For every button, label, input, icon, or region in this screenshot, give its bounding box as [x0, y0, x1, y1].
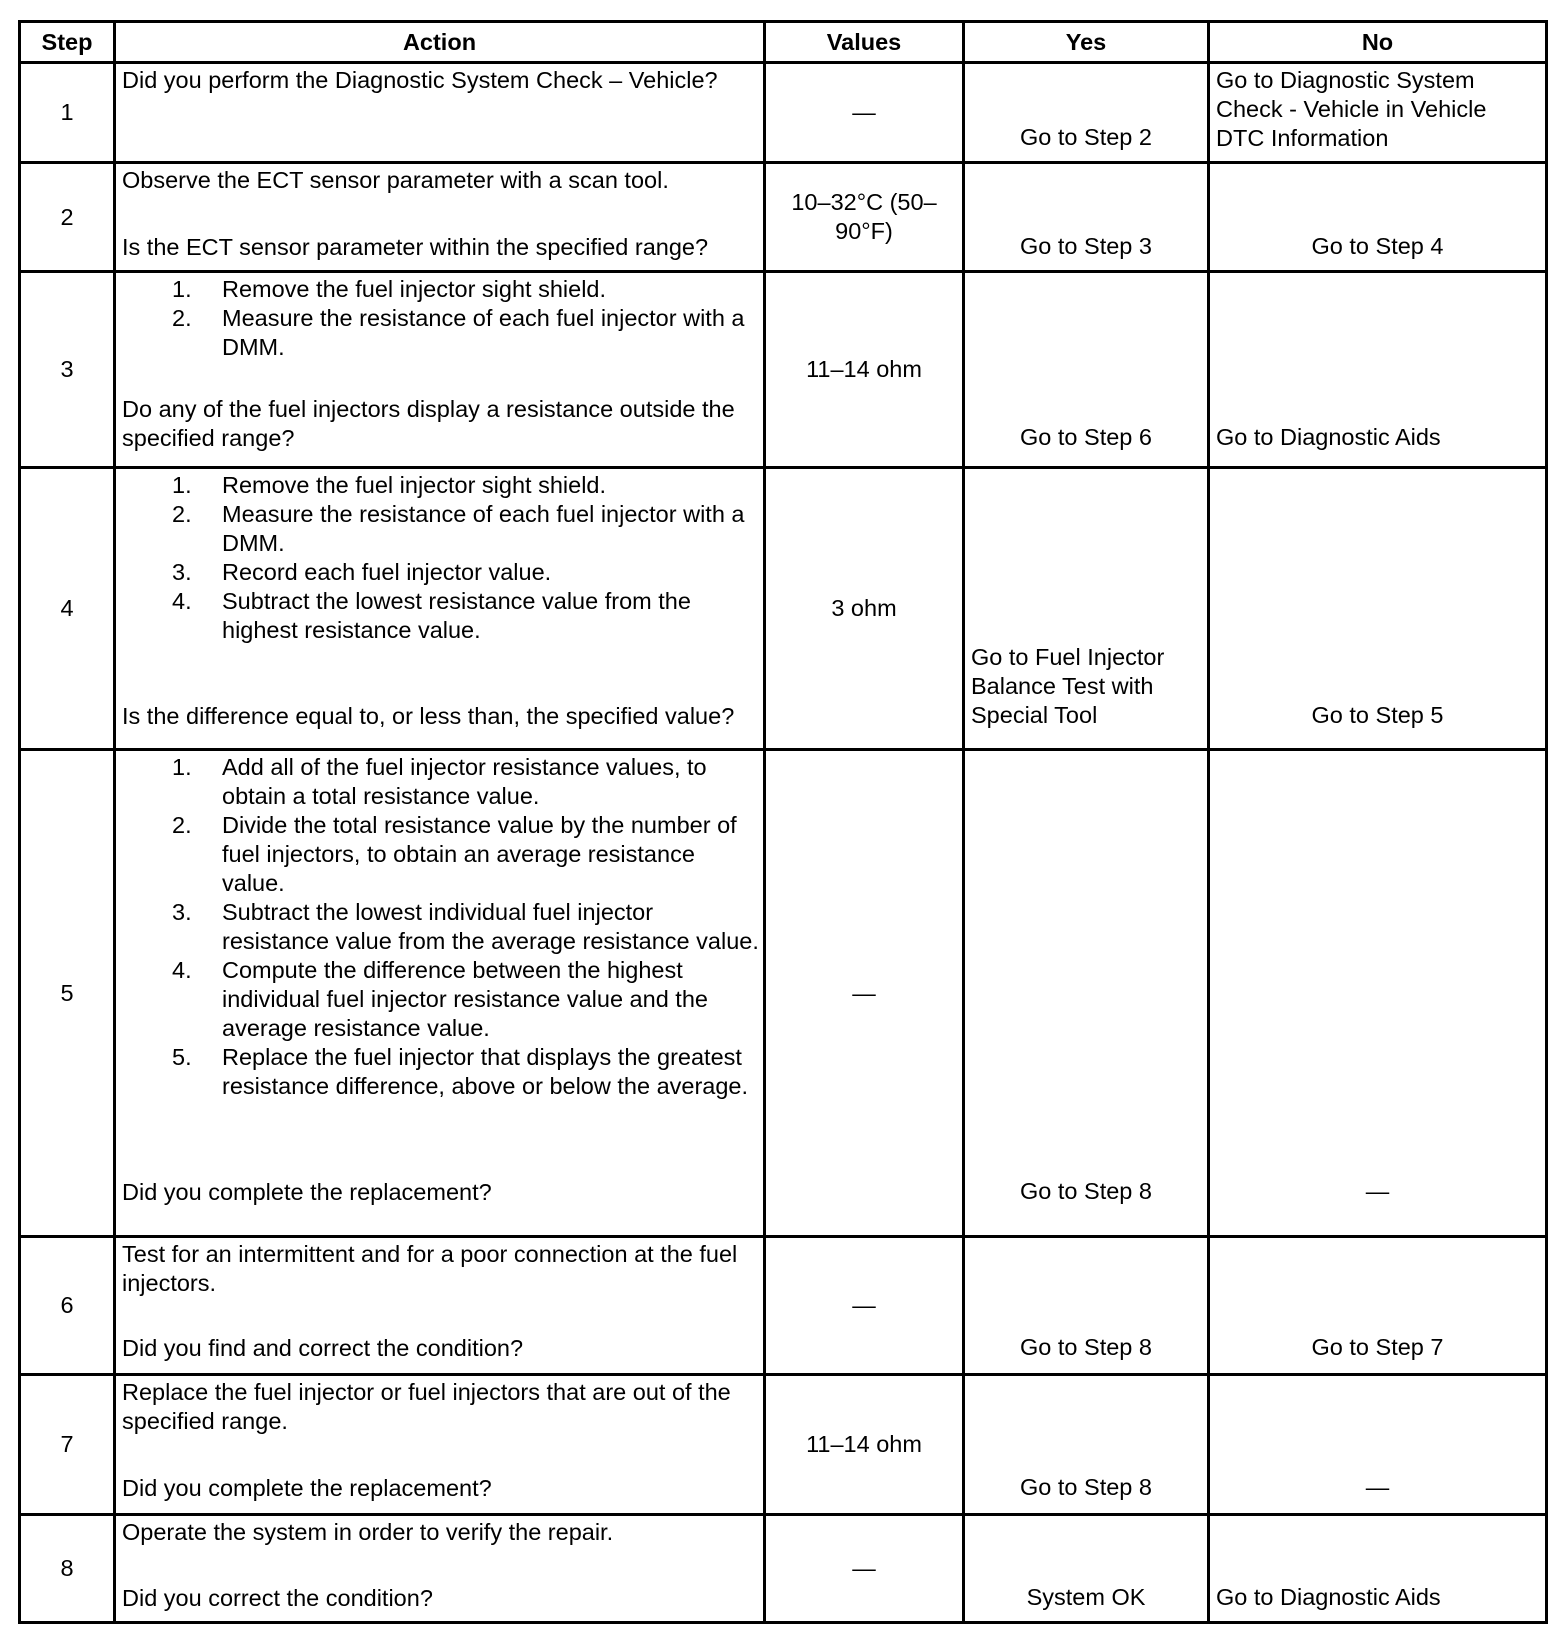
no-cell-box	[1210, 1516, 1545, 1616]
no-text: Go to Step 5	[1311, 702, 1444, 729]
action-step-number: 1.	[172, 472, 192, 499]
action-step-item	[122, 304, 759, 362]
action-cell	[115, 272, 765, 468]
table-row	[20, 1514, 1547, 1622]
values-cell: —	[765, 750, 964, 1236]
yes-text: Go to Step 3	[1020, 233, 1152, 259]
action-step-item	[122, 500, 759, 558]
action-cell	[115, 163, 765, 272]
yes-cell-box	[965, 751, 1207, 1210]
action-top	[122, 66, 759, 95]
no-text: Go to Diagnostic System Check - Vehicle in Vehicle DTC Information	[1216, 67, 1487, 151]
no-cell-box	[1210, 64, 1545, 156]
values-cell: —	[765, 1514, 964, 1622]
values-cell: 11–14 ohm	[765, 272, 964, 468]
action-step-text: Compute the difference between the highest individual fuel injector resistance value and the average resistance value.	[222, 957, 708, 1042]
no-text: —	[1365, 1178, 1390, 1205]
yes-text: Go to Step 2	[1020, 124, 1152, 150]
no-cell-box	[1210, 1376, 1545, 1506]
action-step-number: 4.	[172, 588, 192, 615]
no-text: Go to Step 4	[1311, 233, 1444, 259]
action-steps-list	[122, 471, 759, 645]
no-cell	[1209, 468, 1547, 750]
no-text: Go to Diagnostic Aids	[1216, 424, 1441, 451]
action-steps-list	[122, 275, 759, 362]
step-cell: 1	[20, 63, 115, 163]
action-steps-list	[122, 753, 759, 1101]
action-step-number: 2.	[172, 812, 192, 839]
action-step-item	[122, 956, 759, 1043]
table-row	[20, 1374, 1547, 1514]
yes-cell-box	[965, 1516, 1207, 1616]
action-step-number: 2.	[172, 501, 192, 528]
step-cell: 2	[20, 163, 115, 272]
action-step-item	[122, 275, 759, 304]
action-question: Is the difference equal to, or less than, the specified value?	[122, 703, 735, 730]
action-step-text: Subtract the lowest resistance value from the highest resistance value.	[222, 588, 691, 644]
yes-cell	[964, 163, 1209, 272]
no-cell-box	[1210, 164, 1545, 265]
action-step-item	[122, 558, 759, 587]
action-step-number: 5.	[172, 1044, 192, 1071]
action-text: Observe the ECT sensor parameter with a scan tool.	[122, 167, 669, 193]
action-top	[122, 1518, 759, 1547]
action-top	[122, 1378, 759, 1436]
action-top	[122, 753, 759, 1101]
yes-cell-box	[965, 64, 1207, 156]
no-cell	[1209, 1514, 1547, 1622]
yes-text: Go to Step 8	[1020, 1178, 1152, 1205]
action-content	[116, 164, 763, 265]
action-cell	[115, 63, 765, 163]
table-row	[20, 63, 1547, 163]
action-question: Is the ECT sensor parameter within the specified range?	[122, 234, 709, 260]
action-cell	[115, 1514, 765, 1622]
yes-text: System OK	[1026, 1583, 1146, 1610]
table-row	[20, 750, 1547, 1236]
action-content	[116, 273, 763, 456]
table-row	[20, 1236, 1547, 1374]
action-content	[116, 1376, 763, 1506]
header-step: Step	[20, 22, 115, 63]
yes-cell-box	[965, 1376, 1207, 1506]
action-step-text: Measure the resistance of each fuel injector with a DMM.	[222, 501, 745, 557]
no-cell	[1209, 163, 1547, 272]
no-cell	[1209, 272, 1547, 468]
action-step-item	[122, 898, 759, 956]
diagnostic-table	[18, 20, 1548, 1624]
yes-cell	[964, 468, 1209, 750]
no-cell	[1209, 63, 1547, 163]
action-step-text: Measure the resistance of each fuel injector with a DMM.	[222, 305, 745, 361]
yes-text: Go to Step 8	[1020, 1473, 1152, 1500]
yes-cell-box	[965, 469, 1207, 734]
yes-cell	[964, 1236, 1209, 1374]
action-top	[122, 471, 759, 645]
yes-cell-box	[965, 164, 1207, 265]
action-text: Test for an intermittent and for a poor connection at the fuel injectors.	[122, 1240, 738, 1296]
header-action: Action	[115, 22, 765, 63]
no-text: Go to Diagnostic Aids	[1216, 1583, 1441, 1610]
no-cell	[1209, 1374, 1547, 1514]
table-row	[20, 163, 1547, 272]
action-step-item	[122, 587, 759, 645]
action-step-number: 4.	[172, 957, 192, 984]
action-question: Did you complete the replacement?	[122, 1474, 492, 1501]
values-cell: 11–14 ohm	[765, 1374, 964, 1514]
yes-text: Go to Step 8	[1020, 1333, 1152, 1360]
action-content	[116, 1516, 763, 1616]
action-step-number: 1.	[172, 754, 192, 781]
action-cell	[115, 1374, 765, 1514]
step-cell: 8	[20, 1514, 115, 1622]
values-cell: —	[765, 63, 964, 163]
yes-cell	[964, 1514, 1209, 1622]
yes-cell-box	[965, 273, 1207, 456]
header-no: No	[1209, 22, 1547, 63]
action-step-text: Divide the total resistance value by the number of fuel injectors, to obtain an average resistance value.	[222, 812, 737, 897]
header-yes: Yes	[964, 22, 1209, 63]
yes-cell	[964, 63, 1209, 163]
action-text: Operate the system in order to verify the repair.	[122, 1518, 614, 1545]
action-cell	[115, 468, 765, 750]
action-step-text: Subtract the lowest individual fuel injector resistance value from the average resistance value.	[222, 899, 759, 955]
yes-cell	[964, 750, 1209, 1236]
action-content	[116, 469, 763, 734]
no-text: —	[1365, 1473, 1390, 1500]
action-step-text: Add all of the fuel injector resistance values, to obtain a total resistance value.	[222, 754, 707, 810]
no-text: Go to Step 7	[1311, 1333, 1444, 1360]
no-cell-box	[1210, 751, 1545, 1210]
table-row	[20, 272, 1547, 468]
action-step-text: Remove the fuel injector sight shield.	[222, 276, 607, 303]
step-cell: 7	[20, 1374, 115, 1514]
action-content	[116, 64, 763, 156]
step-cell: 6	[20, 1236, 115, 1374]
action-text: Replace the fuel injector or fuel injectors that are out of the specified range.	[122, 1378, 731, 1434]
action-step-item	[122, 811, 759, 898]
action-step-text: Replace the fuel injector that displays the greatest resistance difference, above or below the average.	[222, 1044, 749, 1100]
action-content	[116, 751, 763, 1210]
yes-text: Go to Fuel Injector Balance Test with Special Tool	[971, 644, 1165, 729]
header-values: Values	[765, 22, 964, 63]
action-cell	[115, 1236, 765, 1374]
step-cell: 4	[20, 468, 115, 750]
yes-cell	[964, 272, 1209, 468]
yes-cell	[964, 1374, 1209, 1514]
action-step-number: 3.	[172, 559, 192, 586]
action-question: Do any of the fuel injectors display a resistance outside the specified range?	[122, 396, 735, 452]
step-cell: 3	[20, 272, 115, 468]
action-cell	[115, 750, 765, 1236]
action-step-text: Remove the fuel injector sight shield.	[222, 472, 607, 499]
no-cell	[1209, 1236, 1547, 1374]
table-row	[20, 468, 1547, 750]
action-step-number: 3.	[172, 899, 192, 926]
action-step-number: 1.	[172, 276, 192, 303]
action-step-text: Record each fuel injector value.	[222, 559, 552, 586]
action-step-item	[122, 471, 759, 500]
yes-text: Go to Step 6	[1020, 424, 1152, 451]
values-cell: 10–32°C (50–90°F)	[765, 163, 964, 272]
step-cell: 5	[20, 750, 115, 1236]
values-cell: 3 ohm	[765, 468, 964, 750]
no-cell	[1209, 750, 1547, 1236]
header-row	[20, 22, 1547, 63]
action-text: Did you perform the Diagnostic System Check – Vehicle?	[122, 67, 718, 93]
yes-cell-box	[965, 1238, 1207, 1366]
action-question: Did you find and correct the condition?	[122, 1334, 524, 1361]
action-question: Did you correct the condition?	[122, 1584, 433, 1611]
values-cell: —	[765, 1236, 964, 1374]
action-top	[122, 1240, 759, 1298]
action-content	[116, 1238, 763, 1366]
no-cell-box	[1210, 1238, 1545, 1366]
no-cell-box	[1210, 469, 1545, 734]
action-top	[122, 275, 759, 362]
action-question: Did you complete the replacement?	[122, 1179, 492, 1206]
no-cell-box	[1210, 273, 1545, 456]
action-top	[122, 166, 759, 195]
action-step-number: 2.	[172, 305, 192, 332]
action-step-item	[122, 753, 759, 811]
action-step-item	[122, 1043, 759, 1101]
